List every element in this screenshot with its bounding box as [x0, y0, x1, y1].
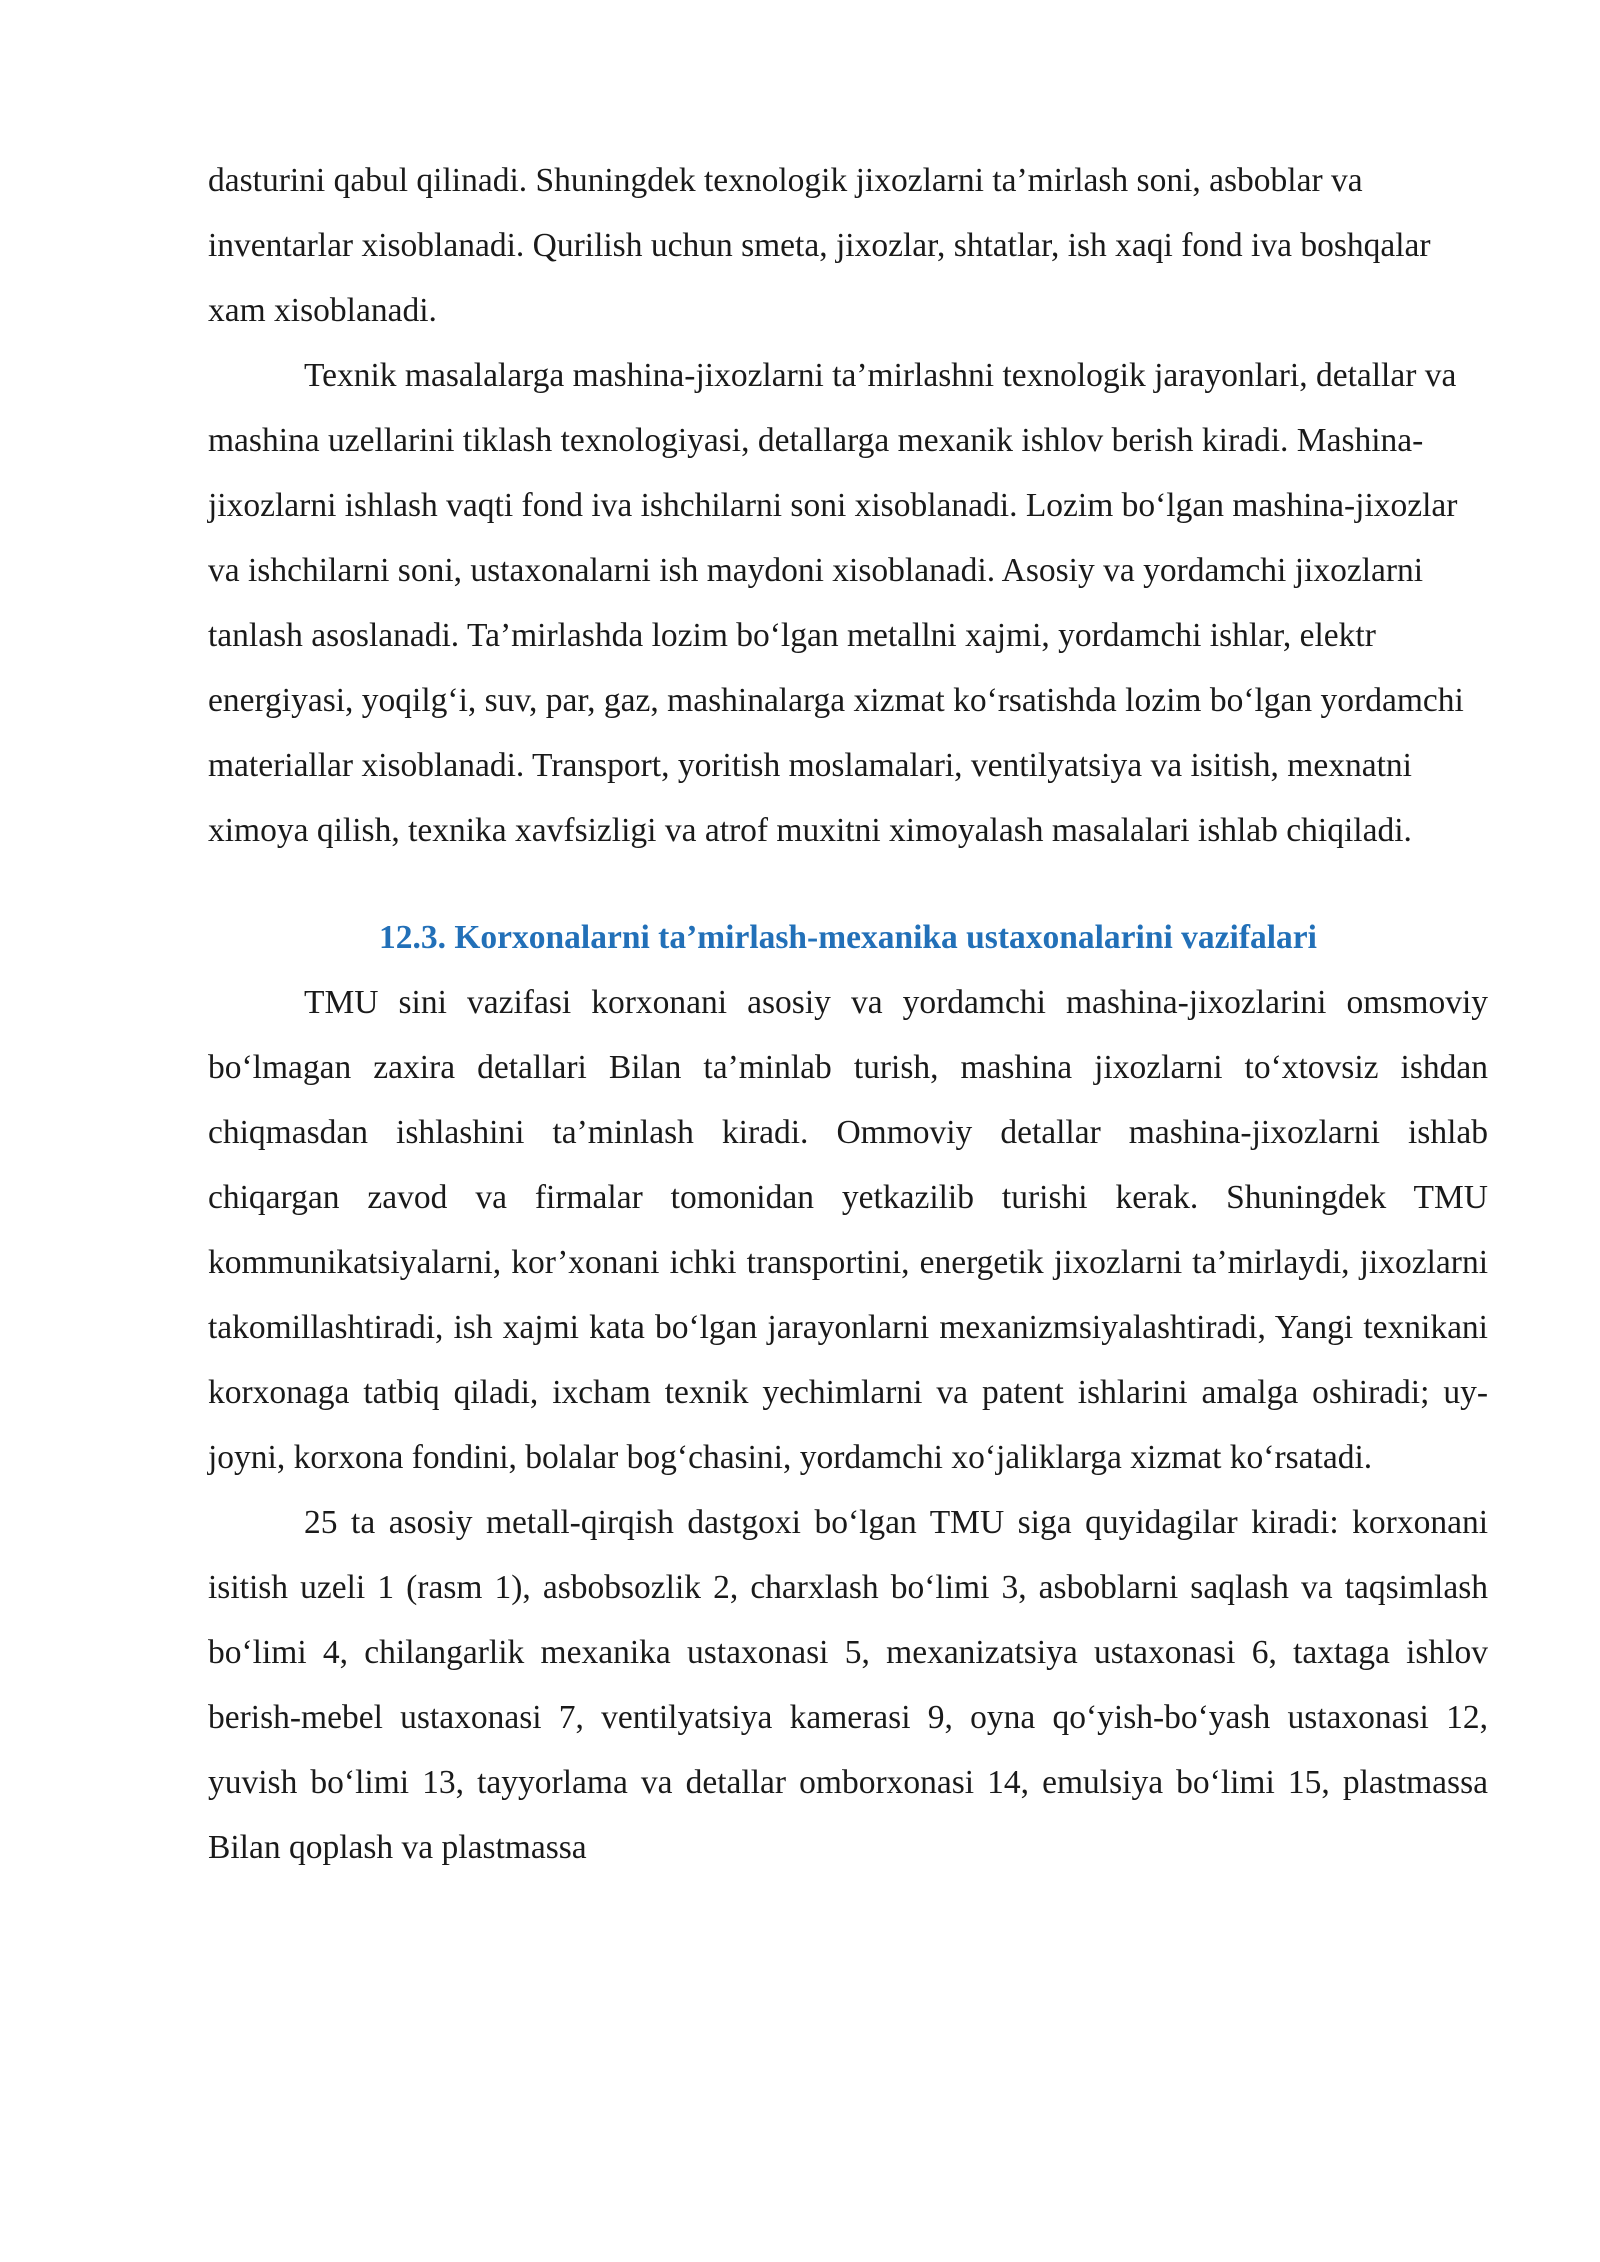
heading-spacer: [208, 962, 1488, 970]
paragraph-intro-continuation: dasturini qabul qilinadi. Shuningdek texnologik jixozlarni ta’mirlash soni, asboblar va inventarlar xisoblanadi. Qurilish uchun smeta, jixozlar, shtatlar, ish xaqi fond iva boshqalar xam xisoblanadi.: [208, 162, 1431, 329]
section-heading: 12.3. Korxonalarni ta’mirlash-mexanika ustaxonalarini vazifalari: [379, 919, 1317, 956]
paragraph-tmu-composition: 25 ta asosiy metall-qirqish dastgoxi bo‘lgan TMU siga quyidagilar kiradi: korxonani isitish uzeli 1 (rasm 1), asbobsozlik 2, charxlash bo‘limi 3, asboblarni saqlash va taqsimlash bo‘limi 4, chilangarlik mexanika ustaxonasi 5, mexanizatsiya ustaxonasi 6, taxtaga ishlov berish-mebel ustaxonasi 7, ventilyatsiya kamerasi 9, oyna qo‘yish-bo‘yash ustaxonasi 12, yuvish bo‘limi 13, tayyorlama va detallar omborxonasi 14, emulsiya bo‘limi 15, plastmassa Bilan qoplash va plastmassa: [208, 1504, 1488, 1866]
paragraph-technical-tasks: Texnik masalalarga mashina-jixozlarni ta’mirlashni texnologik jarayonlari, detallar va mashina uzellarini tiklash texnologiyasi, detallarga mexanik ishlov berish kiradi. Mashina-jixozlarni ishlash vaqti fond iva ishchilarni soni xisoblanadi. Lozim bo‘lgan mashina-jixozlar va ishchilarni soni, ustaxonalarni ish maydoni xisoblanadi. Asosiy va yordamchi jixozlarni tanlash asoslanadi. Ta’mirlashda lozim bo‘lgan metallni xajmi, yordamchi ishlar, elektr energiyasi, yoqilg‘i, suv, par, gaz, mashinalarga xizmat ko‘rsatishda lozim bo‘lgan yordamchi materiallar xisoblanadi. Transport, yoritish moslamalari, ventilyatsiya va isitish, mexnatni ximoya qilish, texnika xavfsizligi va atrof muxitni ximoyalash masalalari ishlab chiqiladi.: [208, 357, 1464, 849]
paragraph-tmu-tasks: TMU sini vazifasi korxonani asosiy va yordamchi mashina-jixozlarini omsmoviy bo‘lmagan zaxira detallari Bilan ta’minlab turish, mashina jixozlarni to‘xtovsiz ishdan chiqmasdan ishlashini ta’minlash kiradi. Ommoviy detallar mashina-jixozlarni ishlab chiqargan zavod va firmalar tomonidan yetkazilib turishi kerak. Shuningdek TMU kommunikatsiyalarni, kor’xonani ichki transportini, energetik jixozlarni ta’mirlaydi, jixozlarni takomillashtiradi, ish xajmi kata bo‘lgan jarayonlarni mexanizmsiyalashtiradi, Yangi texnikani korxonaga tatbiq qiladi, ixcham texnik yechimlarni va patent ishlarini amalga oshiradi; uy-joyni, korxona fondini, bolalar bog‘chasini, yordamchi xo‘jaliklarga xizmat ko‘rsatadi.: [208, 984, 1488, 1476]
page-content: [208, 148, 1488, 1880]
